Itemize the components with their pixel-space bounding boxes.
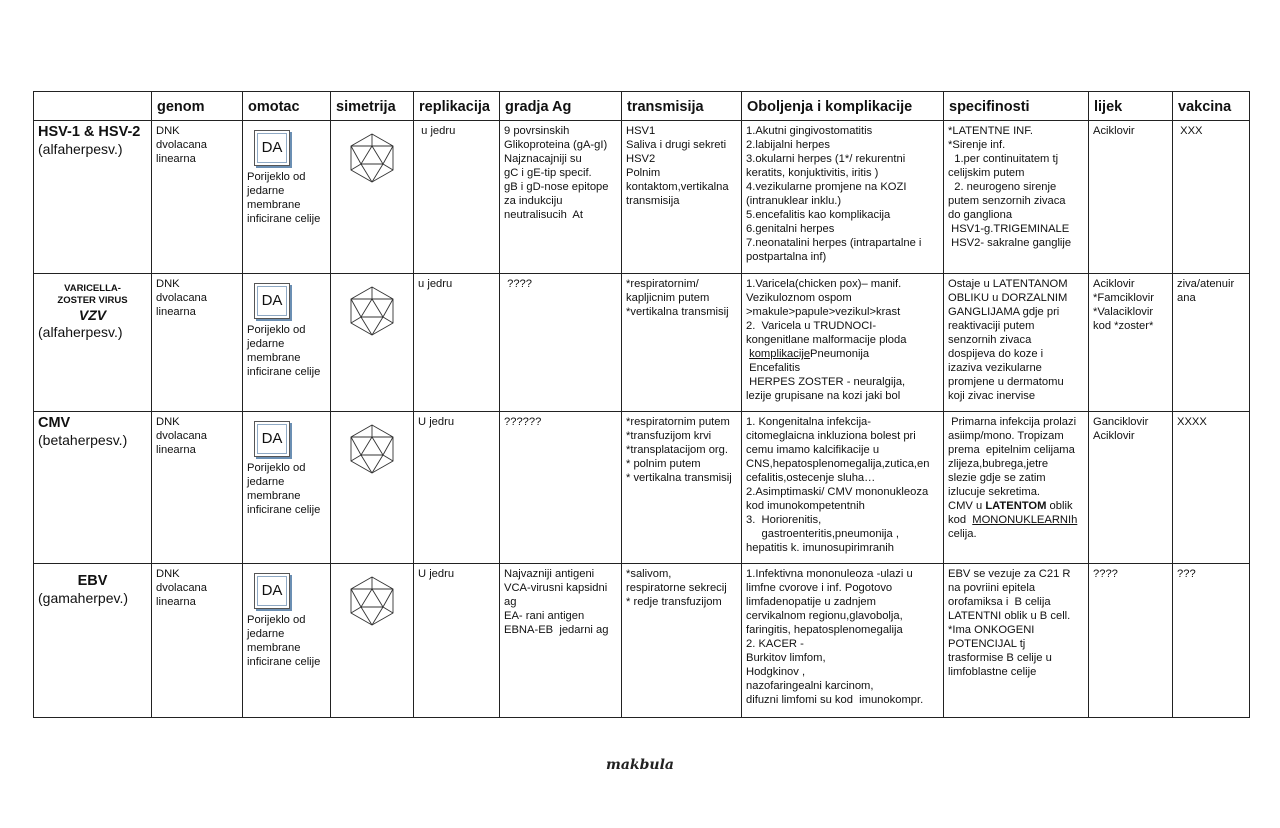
- text-line: *Ima ONKOGENI: [948, 624, 1035, 636]
- header-vakcina: vakcina: [1173, 92, 1250, 121]
- text-line: [948, 499, 1084, 513]
- text-line: za indukciju: [504, 195, 563, 207]
- specifinosti-cell: [944, 121, 1089, 274]
- text-line: Aciklovir: [1093, 430, 1135, 442]
- text-line: 2. neurogeno sirenje: [948, 181, 1057, 193]
- genom-cell: [152, 564, 243, 718]
- gradja-cell: [500, 412, 622, 564]
- text-line: koji zivac inervise: [948, 390, 1036, 402]
- omotac-line: Porijeklo od: [247, 462, 306, 474]
- text-line: limfne cvorove i inf. Pogotovo: [746, 582, 893, 594]
- header-replikacija: replikacija: [414, 92, 500, 121]
- text-line: VCA-virusni kapsidni: [504, 582, 608, 594]
- text-line: gastroenteritis,pneumonija ,: [746, 528, 899, 540]
- vakcina-cell: [1173, 564, 1250, 718]
- text-line: 3. Horiorenitis,: [746, 514, 822, 526]
- text-line: *transplatacijom org.: [626, 444, 728, 456]
- header-omotac: omotac: [243, 92, 331, 121]
- oboljenja-cell: [742, 274, 944, 412]
- text-line: reaktivaciji putem: [948, 320, 1035, 332]
- gradja-cell: [500, 274, 622, 412]
- text-line: Polnim: [626, 167, 661, 179]
- genom-line: DNK: [156, 416, 180, 428]
- icosahedron-icon: [346, 132, 398, 184]
- text-line: izaziva vezikularne: [948, 362, 1042, 374]
- cmv-u-text: CMV u: [948, 500, 986, 512]
- virus-cell: [34, 412, 152, 564]
- virus-family: (alfaherpesv.): [38, 141, 123, 157]
- text-line: Aciklovir: [1093, 278, 1135, 290]
- oboljenja-cell: [742, 564, 944, 718]
- text-line: *respiratornim/: [626, 278, 699, 290]
- text-line: izlucuje sekretima.: [948, 486, 1041, 498]
- virus-cell: [34, 121, 152, 274]
- replikacija-cell: U jedru: [414, 412, 500, 564]
- icosahedron-icon: [346, 575, 398, 627]
- simetrija-cell: [331, 412, 414, 564]
- da-label: DA: [261, 430, 283, 447]
- text-line: POTENCIJAL tj: [948, 638, 1026, 650]
- virus-name: ZOSTER VIRUS: [57, 295, 128, 306]
- header-gradja: gradja Ag: [500, 92, 622, 121]
- text-line: [948, 513, 1084, 527]
- text-line: gC i gE-tip specif.: [504, 167, 592, 179]
- omotac-line: inficirane celije: [247, 656, 321, 668]
- da-label: DA: [261, 292, 283, 309]
- text-line: lezije grupisane na kozi jaki bol: [746, 390, 901, 402]
- text-line: Hodgkinov ,: [746, 666, 806, 678]
- genom-line: linearna: [156, 444, 196, 456]
- genom-line: linearna: [156, 596, 196, 608]
- genom-line: linearna: [156, 306, 196, 318]
- text-line: * redje transfuzijom: [626, 596, 722, 608]
- virus-cell: [34, 274, 152, 412]
- specifinosti-cell: [944, 412, 1089, 564]
- genom-line: DNK: [156, 125, 180, 137]
- text-line: do gangliona: [948, 209, 1013, 221]
- text-line: *vertikalna transmisij: [626, 306, 729, 318]
- text-line: 1.per continuitatem tj: [948, 153, 1059, 165]
- text-line: ????: [1093, 568, 1118, 580]
- omotac-cell: [243, 121, 331, 274]
- replikacija-cell: u jedru: [414, 121, 500, 274]
- table-row: [34, 412, 1250, 564]
- text-line: 2.Asimptimaski/ CMV mononukleoza: [746, 486, 929, 498]
- text-line: faringitis, hepatosplenomegalija: [746, 624, 903, 636]
- text-line: ????: [504, 278, 532, 290]
- vakcina-cell: [1173, 121, 1250, 274]
- text-line: na povriini epitela: [948, 582, 1036, 594]
- text-line: ag: [504, 596, 517, 608]
- text-line: ??????: [504, 416, 542, 428]
- da-box: [254, 421, 290, 457]
- text-line: *respiratornim putem: [626, 416, 730, 428]
- virus-cell: [34, 564, 152, 718]
- virus-family: (alfaherpesv.): [38, 324, 123, 340]
- text-line: cervikalnom regionu,glavobolja,: [746, 610, 903, 622]
- text-line: XXX: [1177, 125, 1203, 137]
- genom-cell: [152, 412, 243, 564]
- virus-family: (betaherpesv.): [38, 432, 128, 448]
- lijek-cell: [1089, 121, 1173, 274]
- genom-line: dvolacana: [156, 139, 208, 151]
- text-line: putem senzornih zivaca: [948, 195, 1066, 207]
- oblik-word: oblik: [1046, 500, 1073, 512]
- virus-family: (gamaherpev.): [38, 590, 129, 606]
- transmisija-cell: [622, 564, 742, 718]
- transmisija-cell: [622, 412, 742, 564]
- header-lijek: lijek: [1089, 92, 1173, 121]
- text-line: 2. KACER -: [746, 638, 804, 650]
- text-line: difuzni limfomi su kod imunokompr.: [746, 694, 924, 706]
- da-box: [254, 573, 290, 609]
- text-line: hepatitis k. imunosupirimranih: [746, 542, 894, 554]
- text-line: EBNA-EB jedarni ag: [504, 624, 609, 636]
- oboljenja-cell: [742, 412, 944, 564]
- genom-line: dvolacana: [156, 582, 208, 594]
- text-line: *Sirenje inf.: [948, 139, 1006, 151]
- omotac-line: jedarne: [247, 338, 285, 350]
- text-line: 9 povrsinskih: [504, 125, 570, 137]
- lijek-cell: [1089, 564, 1173, 718]
- text-line: kod *zoster*: [1093, 320, 1154, 332]
- virus-name: HSV-1 & HSV-2: [38, 124, 141, 140]
- text-line: 1. Kongenitalna infekcija-: [746, 416, 872, 428]
- text-line: kapljicnim putem: [626, 292, 710, 304]
- table-row: [34, 564, 1250, 718]
- text-line: LATENTNI oblik u B cell.: [948, 610, 1071, 622]
- text-line: *Valaciklovir: [1093, 306, 1154, 318]
- text-line: XXXX: [1177, 416, 1207, 428]
- virus-name: CMV: [38, 415, 71, 431]
- text-line: 1.Varicela(chicken pox)– manif.: [746, 278, 902, 290]
- text-line: citomeglaicna inkluziona bolest pri: [746, 430, 916, 442]
- text-line: promjene u dermatomu: [948, 376, 1064, 388]
- text-line: HERPES ZOSTER - neuralgija,: [746, 376, 906, 388]
- gradja-cell: [500, 121, 622, 274]
- omotac-line: jedarne: [247, 628, 285, 640]
- text-line: HSV2: [626, 153, 656, 165]
- text-line: celija.: [948, 528, 977, 540]
- text-line: transmisija: [626, 195, 680, 207]
- text-line: cefalitis,ostecenje sluha…: [746, 472, 876, 484]
- transmisija-cell: [622, 274, 742, 412]
- genom-cell: [152, 274, 243, 412]
- gradja-cell: [500, 564, 622, 718]
- specifinosti-cell: [944, 564, 1089, 718]
- virus-name: EBV: [77, 573, 108, 589]
- text-line: *transfuzijom krvi: [626, 430, 712, 442]
- text-line: Encefalitis: [746, 362, 801, 374]
- text-line: 6.genitalni herpes: [746, 223, 835, 235]
- omotac-line: membrane: [247, 642, 301, 654]
- simetrija-cell: [331, 564, 414, 718]
- text-line: 4.vezikularne promjene na KOZI: [746, 181, 907, 193]
- omotac-line: Porijeklo od: [247, 324, 306, 336]
- text-line: kontaktom,vertikalna: [626, 181, 729, 193]
- text-line: Burkitov limfom,: [746, 652, 826, 664]
- text-line: OBLIKU u DORZALNIM: [948, 292, 1068, 304]
- genom-line: linearna: [156, 153, 196, 165]
- omotac-line: membrane: [247, 352, 301, 364]
- text-line: ana: [1177, 292, 1196, 304]
- text-line: Najvazniji antigeni: [504, 568, 595, 580]
- text-line: postpartalna inf): [746, 251, 827, 263]
- omotac-cell: [243, 412, 331, 564]
- omotac-line: jedarne: [247, 185, 285, 197]
- virus-abbr: VZV: [78, 307, 107, 323]
- genom-line: DNK: [156, 278, 180, 290]
- text-line: 1.Akutni gingivostomatitis: [746, 125, 873, 137]
- omotac-line: inficirane celije: [247, 504, 321, 516]
- omotac-line: Porijeklo od: [247, 614, 306, 626]
- latentom-word: LATENTOM: [985, 500, 1047, 512]
- replikacija-cell: u jedru: [414, 274, 500, 412]
- text-line: zlijeza,bubrega,jetre: [948, 458, 1049, 470]
- mononuklearnih-word: MONONUKLEARNIh: [972, 514, 1078, 526]
- text-line: EBV se vezuje za C21 R: [948, 568, 1071, 580]
- da-box: [254, 283, 290, 319]
- text-line: * vertikalna transmisij: [626, 472, 732, 484]
- genom-line: DNK: [156, 568, 180, 580]
- text-line: 3.okularni herpes (1*/ rekurentni: [746, 153, 906, 165]
- omotac-cell: [243, 274, 331, 412]
- text-line: 5.encefalitis kao komplikacija: [746, 209, 891, 221]
- text-line: *LATENTNE INF.: [948, 125, 1033, 137]
- table-row: [34, 274, 1250, 412]
- genom-line: dvolacana: [156, 292, 208, 304]
- text-line: *salivom,: [626, 568, 672, 580]
- genom-cell: [152, 121, 243, 274]
- header-specifinosti: specifinosti: [944, 92, 1089, 121]
- text-line: Ostaje u LATENTANOM: [948, 278, 1068, 290]
- table-row: [34, 121, 1250, 274]
- text-line: neutralisucih At: [504, 209, 583, 221]
- icosahedron-icon: [346, 285, 398, 337]
- text-line: Glikoproteina (gA-gI): [504, 139, 608, 151]
- text-line: EA- rani antigen: [504, 610, 585, 622]
- simetrija-cell: [331, 121, 414, 274]
- text-line: Aciklovir: [1093, 125, 1135, 137]
- header-row: [34, 92, 1250, 121]
- text-line: keratits, konjuktivitis, iritis ): [746, 167, 879, 179]
- text-line: HSV1: [626, 125, 656, 137]
- text-line: Vezikuloznom ospom: [746, 292, 852, 304]
- text-line: 1.Infektivna mononuleoza -ulazi u: [746, 568, 913, 580]
- replikacija-cell: U jedru: [414, 564, 500, 718]
- header-genom: genom: [152, 92, 243, 121]
- text-line: [746, 347, 939, 361]
- text-line: asiimp/mono. Tropizam: [948, 430, 1064, 442]
- text-line: kongenitlane malformacije ploda: [746, 334, 907, 346]
- omotac-line: inficirane celije: [247, 366, 321, 378]
- text-line: Ganciklovir: [1093, 416, 1149, 428]
- komplikacije-word: komplikacije: [749, 348, 811, 360]
- omotac-line: inficirane celije: [247, 213, 321, 225]
- specifinosti-cell: [944, 274, 1089, 412]
- text-line: slezie gdje se zatim: [948, 472, 1046, 484]
- omotac-line: membrane: [247, 199, 301, 211]
- omotac-cell: [243, 564, 331, 718]
- text-line: cemu imamo kalcifikacije u: [746, 444, 880, 456]
- text-line: kod imunokompetentnih: [746, 500, 865, 512]
- virus-name: VARICELLA-: [64, 283, 121, 294]
- da-box: [254, 130, 290, 166]
- text-line: 2. Varicela u TRUDNOCI-: [746, 320, 877, 332]
- text-line: Saliva i drugi sekreti: [626, 139, 727, 151]
- text-line: respiratorne sekrecij: [626, 582, 727, 594]
- text-line: *Famciklovir: [1093, 292, 1154, 304]
- vakcina-cell: [1173, 412, 1250, 564]
- footer-signature: makbula: [606, 757, 674, 773]
- text-line: HSV1-g.TRIGEMINALE: [948, 223, 1070, 235]
- text-line: * polnim putem: [626, 458, 701, 470]
- text-line: gB i gD-nose epitope: [504, 181, 609, 193]
- text-line: limfadenopatije u zadnjem: [746, 596, 876, 608]
- text-line: 7.neonatalini herpes (intrapartalne i: [746, 237, 922, 249]
- vakcina-cell: [1173, 274, 1250, 412]
- text-line: Najznacajniji su: [504, 153, 582, 165]
- transmisija-cell: [622, 121, 742, 274]
- header-virus: [34, 92, 152, 121]
- text-line: ???: [1177, 568, 1196, 580]
- omotac-line: Porijeklo od: [247, 171, 306, 183]
- text-line: dospijeva do koze i: [948, 348, 1044, 360]
- text-line: orofamiksa i B celija: [948, 596, 1051, 608]
- text-line: nazofaringealni karcinom,: [746, 680, 874, 692]
- text-line: HSV2- sakralne ganglije: [948, 237, 1072, 249]
- text-line: (intranuklear inklu.): [746, 195, 842, 207]
- icosahedron-icon: [346, 423, 398, 475]
- text-line: ziva/atenuir: [1177, 278, 1235, 290]
- kod-word: kod: [948, 514, 973, 526]
- text-line: senzornih zivaca: [948, 334, 1032, 346]
- omotac-line: membrane: [247, 490, 301, 502]
- header-oboljenja: Oboljenja i komplikacije: [742, 92, 944, 121]
- text-line: limfoblastne celije: [948, 666, 1037, 678]
- da-label: DA: [261, 582, 283, 599]
- pneumonija-word: Pneumonija: [810, 348, 870, 360]
- lijek-cell: [1089, 412, 1173, 564]
- genom-line: dvolacana: [156, 430, 208, 442]
- oboljenja-cell: [742, 121, 944, 274]
- text-line: CNS,hepatosplenomegalija,zutica,en: [746, 458, 930, 470]
- text-line: 2.labijalni herpes: [746, 139, 830, 151]
- simetrija-cell: [331, 274, 414, 412]
- text-line: Primarna infekcija prolazi: [948, 416, 1077, 428]
- text-line: trasformise B celije u: [948, 652, 1052, 664]
- omotac-line: jedarne: [247, 476, 285, 488]
- header-transmisija: transmisija: [622, 92, 742, 121]
- text-line: GANGLIJAMA gdje pri: [948, 306, 1060, 318]
- header-simetrija: simetrija: [331, 92, 414, 121]
- text-line: celijskim putem: [948, 167, 1025, 179]
- lijek-cell: [1089, 274, 1173, 412]
- herpes-virus-table: [33, 91, 1250, 718]
- text-line: prema epitelnim celijama: [948, 444, 1075, 456]
- text-line: >makule>papule>vezikul>krast: [746, 306, 901, 318]
- da-label: DA: [261, 139, 283, 156]
